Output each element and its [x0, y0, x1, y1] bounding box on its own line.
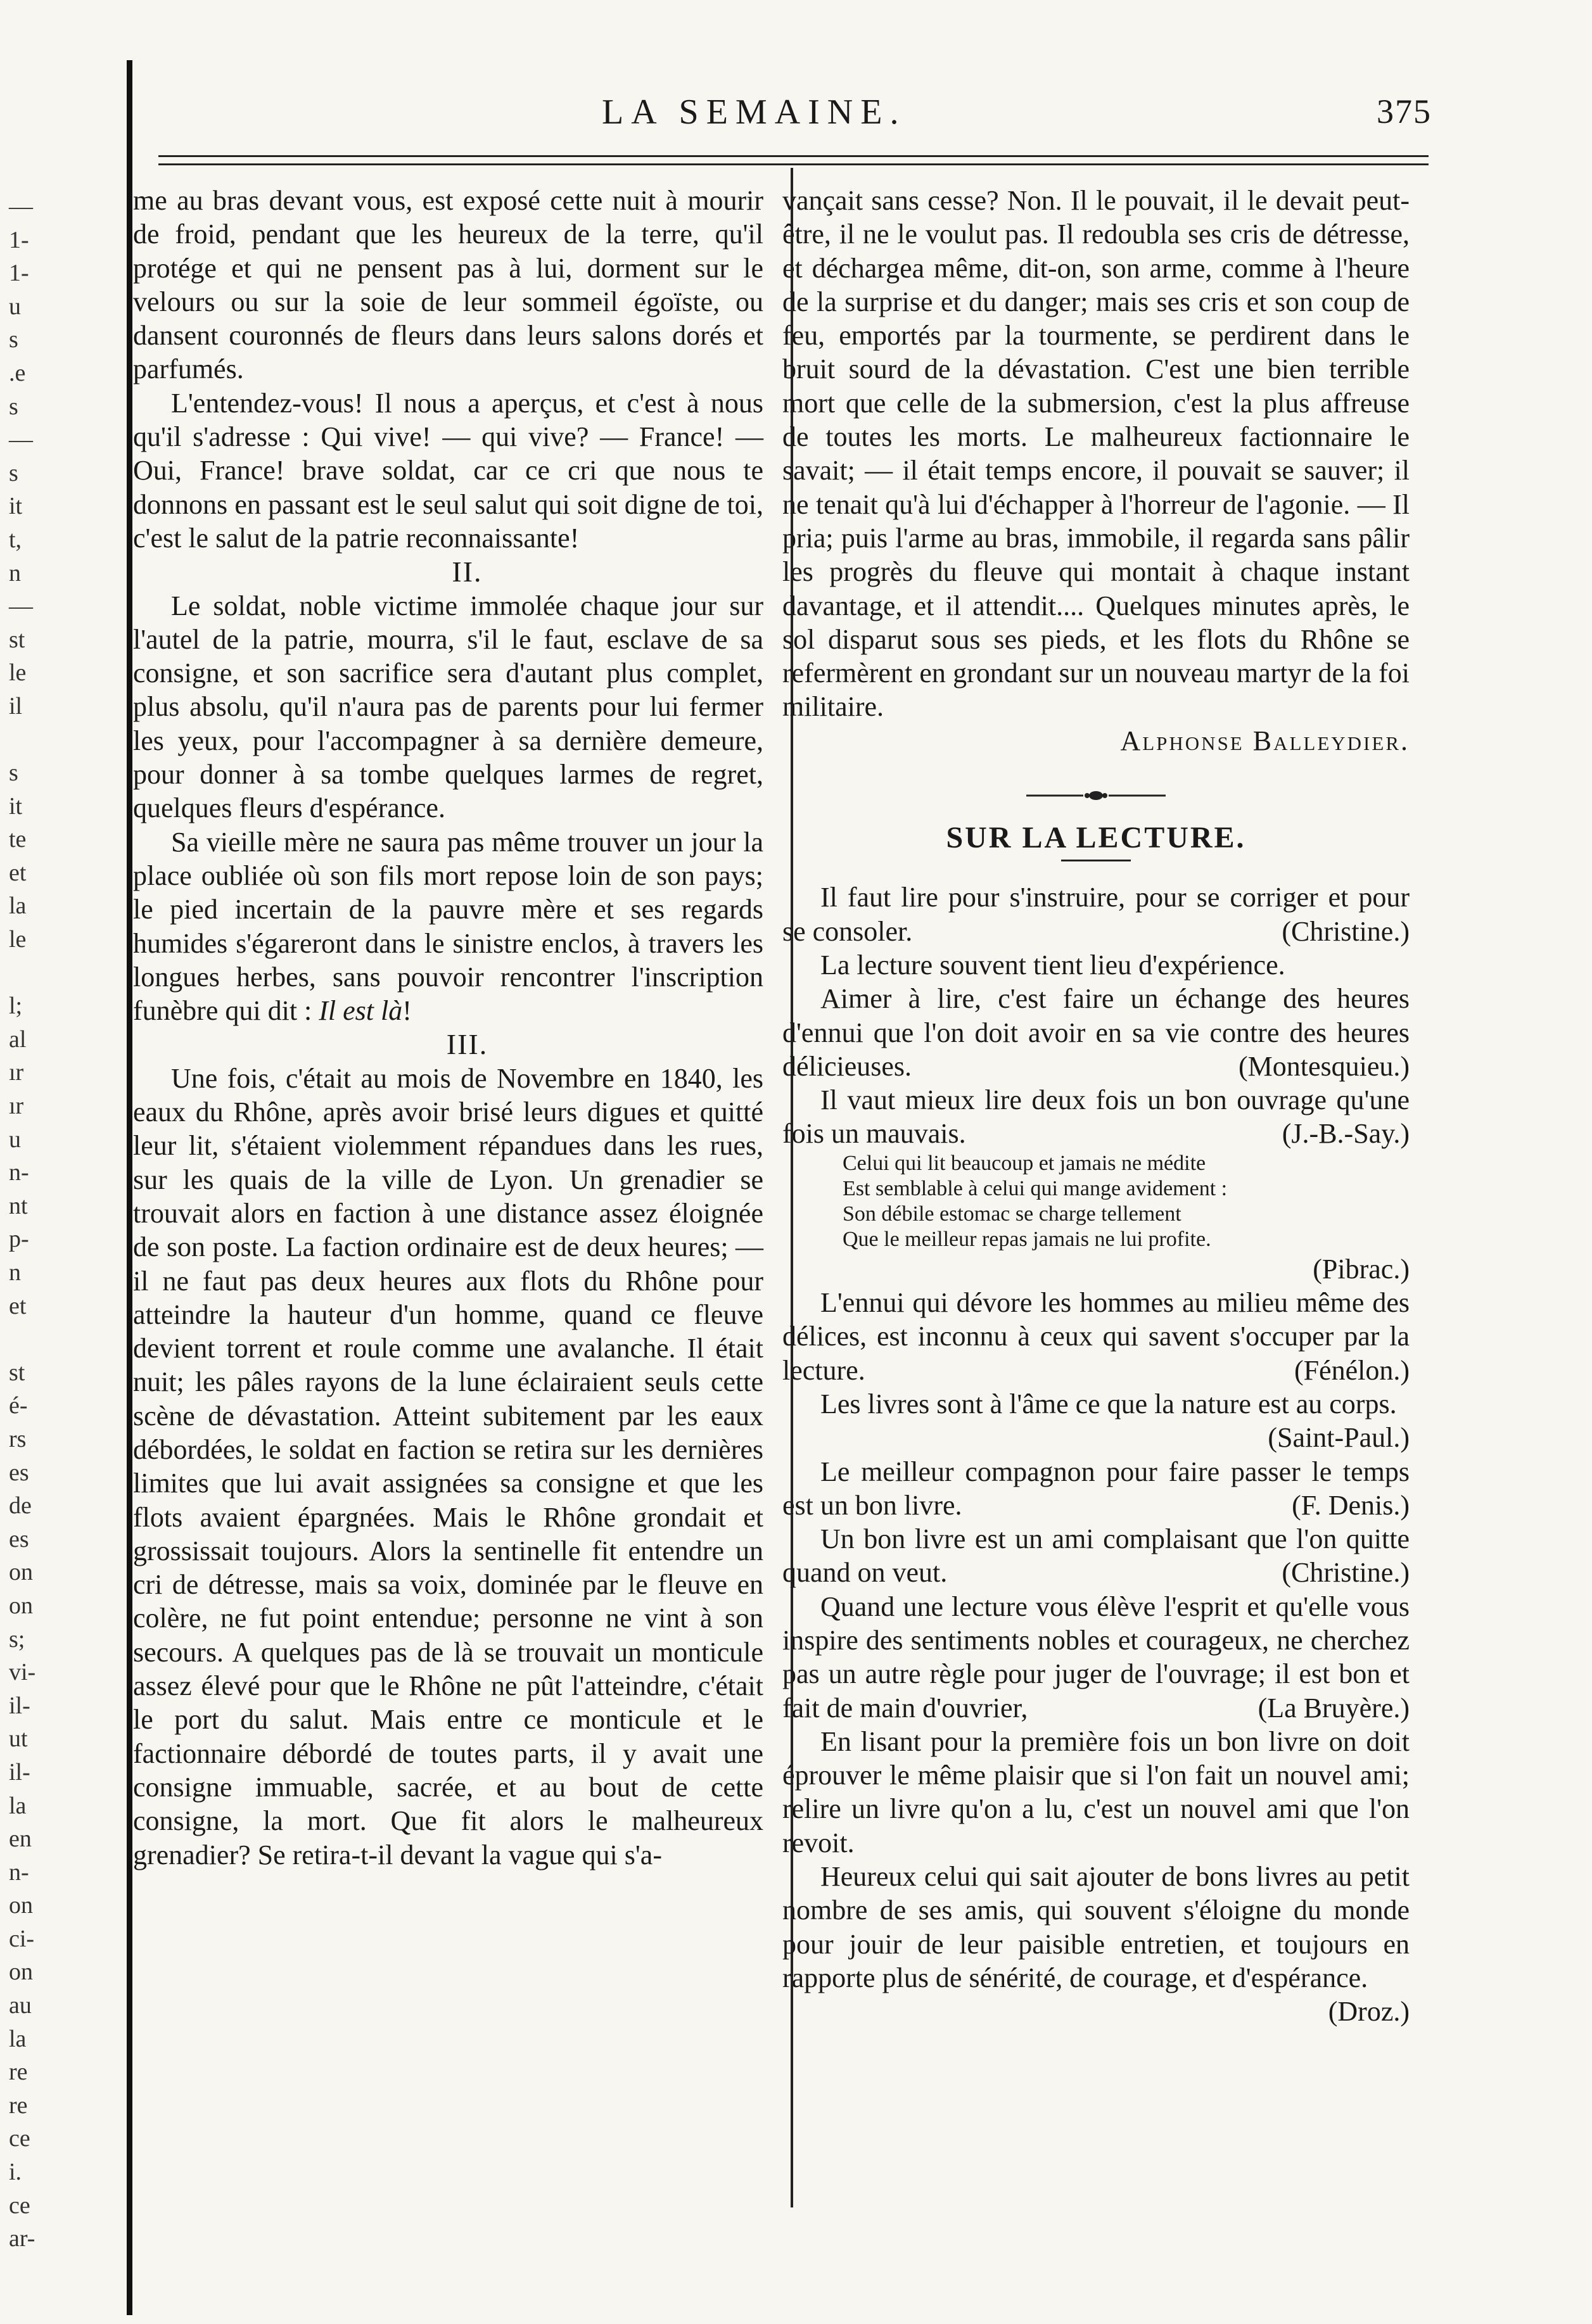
margin-fragment: s: [9, 326, 18, 353]
margin-fragment: s: [9, 393, 18, 420]
quote: [782, 1522, 1410, 1590]
quote-text: Il faut lire pour s'instruire, pour se corriger et pour se consoler.: [782, 882, 1410, 947]
margin-fragment: é-: [9, 1392, 28, 1419]
margin-fragment: —: [9, 193, 33, 220]
article-title: SUR LA LECTURE.: [946, 821, 1246, 855]
quote-text: Il vaut mieux lire deux fois un bon ouvrage qu'une fois un mauvais.: [782, 1084, 1410, 1150]
margin-fragment: s: [9, 759, 18, 787]
margin-fragment: te: [9, 826, 27, 853]
title-rule: [1061, 860, 1131, 861]
page-header: [165, 92, 1432, 136]
paragraph: Une fois, c'était au mois de Novembre en 1840, les eaux du Rhône, après avoir brisé leurs digues et quitté leur lit, s'étaient violemment répandues dans les rues, sur les quais de la ville de Lyon. Un grenadier se trouvait alors en faction à une distance assez éloignée de son poste. La faction ordinaire est de deux heures; — il ne faut pas deux heures aux flots du Rhône pour atteindre la hauteur d'un homme, quand ce fleuve devient torrent et roule comme une avalanche. Il était nuit; les pâles rayons de la lune éclairaient seuls cette scène de dévastation. Atteint subitement par les eaux débordées, le soldat en faction se retira sur les dernières limites que lui avait assignées sa consigne et que les flots avaient épargnées. Mais le Rhône grondait et grossissait toujours. Alors la sentinelle fit entendre un cri de détresse, mais sa voix, dominée par le fleuve en colère, ne fut point entendue; personne ne vint à son secours. A quelques pas de là se trouvait un monticule assez élevé pour que le Rhône ne pût l'atteindre, c'était le port du salut. Mais entre ce monticule et le factionnaire débordé de toutes parts, il y avait une consigne immuable, sacrée, et au bout de cette consigne, la mort. Que fit alors le malheureux grenadier? Se retira-t-il devant la vague qui s'a-: [133, 1062, 763, 1870]
quote-source: (Montesquieu.): [1238, 1050, 1410, 1082]
margin-fragment: et: [9, 859, 27, 886]
right-column: [782, 184, 1410, 2029]
margin-fragment: et: [9, 1292, 27, 1319]
quote: [782, 1387, 1410, 1455]
margin-fragment: ce: [9, 2125, 30, 2152]
paragraph: L'entendez-vous! Il nous a aperçus, et c'est à nous qu'il s'adresse : Qui vive! — qui vive? — France! — Oui, France! brave soldat, car ce cri que nous te donnons en passant est le seul salut qui soit digne de toi, c'est le salut de la patrie reconnaissante!: [133, 387, 763, 554]
quote-text: Heureux celui qui sait ajouter de bons livres au petit nombre de ses amis, qui souvent s'éloigne du monde pour jouir de leur paisible entretien, et toujours en rapporte plus de sénérité, de courage, et d'espérance.: [782, 1861, 1410, 1993]
margin-fragment: 1-: [9, 226, 29, 253]
margin-fragment: nt: [9, 1192, 28, 1219]
margin-fragment: —: [9, 593, 33, 620]
margin-fragment: le: [9, 926, 27, 953]
margin-fragment: s;: [9, 1625, 25, 1653]
quote: [782, 1725, 1410, 1860]
margin-fragment: re: [9, 2059, 28, 2086]
margin-fragment: ır: [9, 1059, 24, 1086]
quote-text: L'ennui qui dévore les hommes au milieu même des délices, est inconnu à ceux qui savent s'occuper par la lecture.: [782, 1287, 1410, 1386]
poem-line: Celui qui lit beaucoup et jamais ne médite: [843, 1151, 1206, 1175]
quote-text: Aimer à lire, c'est faire un échange des heures d'ennui que l'on doit avoir en sa vie contre des heures délicieuses.: [782, 983, 1410, 1082]
margin-fragment: n-: [9, 1159, 29, 1186]
poem-source: (Pibrac.): [1313, 1253, 1410, 1285]
quote-text: Quand une lecture vous élève l'esprit et qu'elle vous inspire des sentiments nobles et courageux, ne cherchez pas un autre règle pour juger de l'ouvrage; il est bon et fait de main d'ouvrier,: [782, 1591, 1410, 1724]
paragraph: Le soldat, noble victime immolée chaque jour sur l'autel de la patrie, mourra, s'il le faut, esclave de sa consigne, et son sacrifice sera d'autant plus complet, plus absolu, qu'il n'aura pas de parents pour lui fermer les yeux, pour l'accompagner à sa dernière demeure, pour donner à sa tombe quelques larmes de regret, quelques fleurs d'espérance.: [133, 590, 763, 824]
margin-fragment: it: [9, 493, 23, 520]
quote-text: Les livres sont à l'âme ce que la nature est au corps.: [820, 1388, 1397, 1419]
margin-fragment: u: [9, 1126, 21, 1153]
margin-fragment: rs: [9, 1425, 27, 1452]
paragraph: me au bras devant vous, est exposé cette nuit à mourir de froid, pendant que les heureux de la terre, qu'il protége et qui ne pensent pas à lui, dorment sur le velours ou sur la soie de leur sommeil égoïste, ou dansent couronnés de fleurs dans leurs salons dorés et parfumés.: [133, 185, 763, 385]
margin-fragment: n: [9, 1259, 21, 1286]
quote-source: (Christine.): [1282, 915, 1410, 947]
margin-fragment: le: [9, 659, 27, 687]
quote: [782, 1590, 1410, 1725]
quote-source: (Saint-Paul.): [1268, 1422, 1410, 1454]
margin-fragment: la: [9, 892, 27, 920]
margin-fragment: t,: [9, 526, 22, 553]
quote: [782, 1083, 1410, 1151]
paragraph-text: Sa vieille mère ne saura pas même trouver un jour la place oubliée où son fils mort repose loin de son pays; le pied incertain de la pauvre mère et ses regards humides s'égareront dans le sinistre enclos, à travers les longues herbes, sans pouvoir rencontrer l'inscription funèbre qui dit :: [133, 826, 763, 1027]
quote: [782, 1455, 1410, 1523]
page-number: 375: [1377, 92, 1432, 130]
margin-fragment: —: [9, 426, 33, 454]
quote-text: En lisant pour la première fois un bon livre on doit éprouver le même plaisir que si l'on fait un nouvel ami; relire un livre qu'on a lu, c'est un nouvel ami que l'on revoit.: [782, 1725, 1410, 1858]
inscription-text: Il est là: [319, 995, 403, 1027]
paragraph-end: !: [402, 995, 412, 1027]
quote: [782, 948, 1410, 982]
quote-source: (J.-B.-Say.): [1282, 1118, 1410, 1150]
quote-source: (Fénélon.): [1294, 1354, 1410, 1386]
quote: [782, 880, 1410, 948]
margin-fragment: ut: [9, 1725, 28, 1753]
running-title: LA SEMAINE.: [602, 92, 907, 132]
margin-fragment: l;: [9, 993, 23, 1020]
margin-fragment: st: [9, 1359, 25, 1386]
author-signature: Alphonse Balleydier.: [1120, 725, 1410, 756]
poem: [843, 1151, 1410, 1252]
paragraph: vançait sans cesse? Non. Il le pouvait, il le devait peut-être, il ne le voulut pas. Il redoubla ses cris de détresse, et déchargea même, dit-on, son arme, comme à l'heure de la surprise et du danger; mais ses cris et son coup de feu, emportés par la tourmente, se perdirent dans le bruit sourd de la dévastation. C'est une bien terrible mort que celle de la submersion, c'est la plus affreuse de toutes les morts. Le malheureux factionnaire le savait; — il était temps encore, il pouvait se sauver; il ne tenait qu'à lui d'échapper à l'horreur de l'agonie. — Il pria; puis l'arme au bras, immobile, il regarda sans pâlir les progrès du fleuve qui montait à chaque instant davantage, et il attendit.... Quelques minutes après, le sol disparut sous ses pieds, et les flots du Rhône se refermèrent en grondant sur un nouveau martyr de la foi militaire.: [782, 185, 1410, 723]
paragraph: [133, 825, 763, 1028]
quote: [782, 982, 1410, 1083]
margin-fragment: st: [9, 626, 25, 653]
margin-fragment: [0, 723, 127, 757]
margin-fragment: on: [9, 1592, 33, 1619]
margin-fragment: re: [9, 2092, 28, 2119]
quote: [782, 1860, 1410, 1995]
margin-fragment: on: [9, 1892, 33, 1919]
poem-line: Son débile estomac se charge tellement: [843, 1202, 1181, 1226]
quote-text: La lecture souvent tient lieu d'expérience.: [820, 949, 1285, 981]
final-source: (Droz.): [1328, 1996, 1410, 2028]
margin-fragment: ar-: [9, 2225, 35, 2252]
left-column: [133, 184, 763, 1872]
margin-fragment: on: [9, 1959, 33, 1986]
margin-fragment: es: [9, 1525, 29, 1553]
margin-fragment: on: [9, 1559, 33, 1586]
margin-fragment: it: [9, 792, 23, 820]
margin-fragment: il-: [9, 1692, 30, 1719]
margin-fragment: il: [9, 692, 23, 720]
margin-fragment: de: [9, 1492, 32, 1520]
margin-fragment: ci-: [9, 1925, 35, 1952]
quote-source: (Christine.): [1282, 1557, 1410, 1589]
margin-fragment: p-: [9, 1226, 29, 1253]
margin-fragment: vi-: [9, 1659, 36, 1686]
adjacent-page-margin-fragments: [0, 190, 127, 2256]
margin-fragment: ce: [9, 2192, 30, 2219]
poem-line: Que le meilleur repas jamais ne lui profite.: [843, 1227, 1211, 1251]
section-heading: III.: [446, 1028, 488, 1061]
margin-fragment: il-: [9, 1758, 30, 1786]
margin-fragment: 1-: [9, 260, 29, 287]
gutter-rule: [127, 60, 132, 2315]
margin-fragment: i.: [9, 2159, 22, 2186]
margin-fragment: [0, 1323, 127, 1356]
margin-fragment: la: [9, 1792, 27, 1819]
quote: [782, 1286, 1410, 1387]
ornament-divider: [782, 789, 1410, 808]
quotes-list: [782, 1286, 1410, 1995]
margin-fragment: la: [9, 2025, 27, 2052]
margin-fragment: es: [9, 1459, 29, 1486]
quote-text: Le meilleur compagnon pour faire passer le temps est un bon livre.: [782, 1456, 1410, 1521]
margin-fragment: n: [9, 559, 21, 587]
margin-fragment: ır: [9, 1093, 24, 1120]
quotes-list: [782, 880, 1410, 1150]
margin-fragment: [0, 956, 127, 990]
header-double-rule: [158, 155, 1429, 165]
quote-text: Un bon livre est un ami complaisant que l'on quitte quand on veut.: [782, 1523, 1410, 1589]
poem-line: Est semblable à celui qui mange avidement :: [843, 1176, 1228, 1200]
margin-fragment: n-: [9, 1858, 29, 1886]
margin-fragment: s: [9, 459, 18, 486]
margin-fragment: au: [9, 1992, 32, 2019]
quote-source: (F. Denis.): [1292, 1489, 1410, 1521]
margin-fragment: u: [9, 293, 21, 320]
margin-fragment: en: [9, 1826, 32, 1853]
section-heading: II.: [452, 556, 483, 588]
margin-fragment: .e: [9, 359, 26, 386]
margin-fragment: al: [9, 1025, 27, 1053]
quote-source: (La Bruyère.): [1258, 1692, 1410, 1724]
